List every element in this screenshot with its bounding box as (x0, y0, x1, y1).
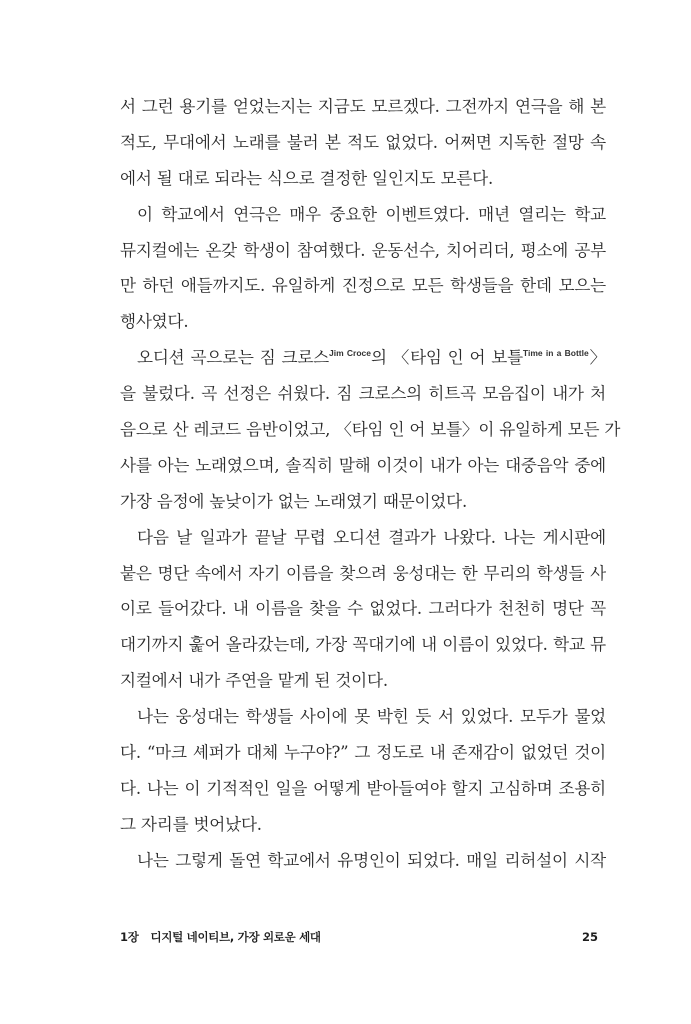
text-segment: 오디션 곡으로는 짐 크로스 (137, 348, 329, 368)
text-line: 다. “마크 셰퍼가 대체 누구야?” 그 정도로 내 존재감이 없었던 것이 (120, 743, 606, 763)
text-line: 적도, 무대에서 노래를 불러 본 적도 없었다. 어쩌면 지독한 절망 속 (120, 132, 606, 152)
text-line: 에서 될 대로 되라는 식으로 결정한 일인지도 모른다. (120, 168, 494, 188)
running-footer (120, 926, 606, 948)
chapter-title: 디지털 네이티브, 가장 외로운 세대 (150, 930, 321, 944)
paragraph-start-line: 나는 웅성대는 학생들 사이에 못 박힌 듯 서 있었다. 모두가 물었 (137, 707, 606, 727)
text-line: 다. 나는 이 기적적인 일을 어떻게 받아들여야 할지 고심하며 조용히 (120, 778, 606, 798)
text-line: 음으로 산 레코드 음반이었고, 〈타임 인 어 보틀〉이 유일하게 모든 가 (120, 420, 621, 440)
text-segment: 〉 (588, 348, 606, 368)
chapter-heading (120, 929, 321, 945)
paragraph-start-line (120, 340, 606, 376)
text-segment: 의 〈타임 인 어 보틀 (371, 348, 523, 368)
text-line: 이로 들어갔다. 내 이름을 찾을 수 없었다. 그러다가 천천히 명단 꼭 (120, 599, 606, 619)
text-line: 지컬에서 내가 주연을 맡게 된 것이다. (120, 671, 388, 691)
text-line: 사를 아는 노래였으며, 솔직히 말해 이것이 내가 아는 대중음악 중에 (120, 455, 606, 475)
text-line: 붙은 명단 속에서 자기 이름을 찾으려 웅성대는 한 무리의 학생들 사 (120, 563, 606, 583)
text-line: 가장 음정에 높낮이가 없는 노래였기 때문이었다. (120, 491, 468, 511)
original-title-note: Time in a Bottle (522, 348, 589, 359)
body-text (120, 89, 621, 879)
text-line: 행사였다. (120, 312, 189, 332)
text-line: 을 불렀다. 곡 선정은 쉬웠다. 짐 크로스의 히트곡 모음집이 내가 처 (120, 384, 606, 404)
paragraph-start-line: 이 학교에서 연극은 매우 중요한 이벤트였다. 매년 열리는 학교 (137, 204, 606, 224)
text-line: 만 하던 애들까지도. 유일하게 진정으로 모든 학생들을 한데 모으는 (120, 276, 606, 296)
page-number: 25 (581, 930, 598, 944)
original-name-note: Jim Croce (329, 348, 371, 359)
text-line: 그 자리를 벗어났다. (120, 814, 262, 834)
paragraph-start-line: 나는 그렇게 돌연 학교에서 유명인이 되었다. 매일 리허설이 시작 (137, 850, 606, 870)
chapter-label: 1장 (120, 930, 139, 944)
text-line: 대기까지 훑어 올라갔는데, 가장 꼭대기에 내 이름이 있었다. 학교 뮤 (120, 635, 606, 655)
text-line: 뮤지컬에는 온갖 학생이 참여했다. 운동선수, 치어리더, 평소에 공부 (120, 240, 606, 260)
paragraph-start-line: 다음 날 일과가 끝날 무렵 오디션 결과가 나왔다. 나는 게시판에 (137, 527, 606, 547)
text-line: 서 그런 용기를 얻었는지는 지금도 모르겠다. 그전까지 연극을 해 본 (120, 97, 606, 116)
